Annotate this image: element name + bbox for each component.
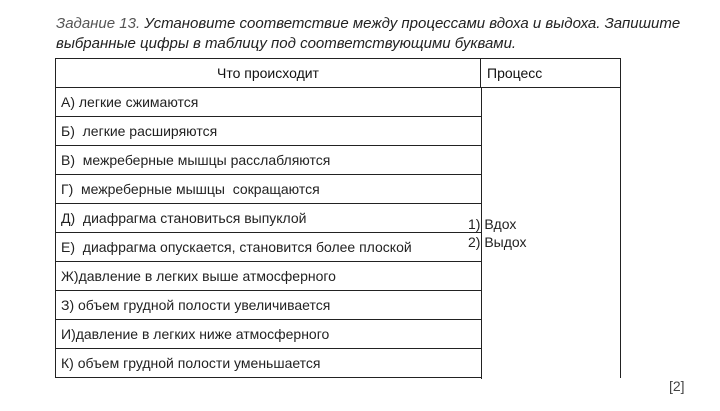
statement-v: В) межреберные мышцы расслабляются bbox=[56, 146, 481, 175]
statement-d: Д) диафрагма становиться выпуклой bbox=[56, 204, 481, 233]
statement-i: И)давление в легких ниже атмосферного bbox=[56, 320, 481, 349]
statement-b: Б) легкие расширяются bbox=[56, 117, 481, 146]
task-number: Задание 13. bbox=[56, 15, 141, 32]
score-mark: [2] bbox=[669, 378, 685, 394]
process-option-inhale: 1) Вдох bbox=[468, 216, 517, 232]
process-options bbox=[468, 215, 527, 251]
statement-zh: Ж)давление в легких выше атмосферного bbox=[56, 262, 481, 291]
task-text: Установите соответствие между процессами вдоха и выдоха. Запишите выбранные цифры в таблицу под соответствующими буквами. bbox=[56, 15, 681, 52]
statement-k: К) объем грудной полости уменьшается bbox=[56, 349, 481, 378]
statement-a: А) легкие сжимаются bbox=[56, 88, 481, 117]
statement-z: З) объем грудной полости увеличивается bbox=[56, 291, 481, 320]
task-prompt bbox=[56, 14, 706, 54]
statement-list bbox=[56, 88, 481, 378]
header-what-happens: Что происходит bbox=[56, 59, 481, 88]
statement-g: Г) межреберные мышцы сокращаются bbox=[56, 175, 481, 204]
statement-e: Е) диафрагма опускается, становится более плоской bbox=[56, 233, 481, 262]
matching-table bbox=[55, 58, 621, 378]
process-option-exhale: 2) Выдох bbox=[468, 234, 527, 250]
header-process: Процесс bbox=[481, 59, 621, 88]
